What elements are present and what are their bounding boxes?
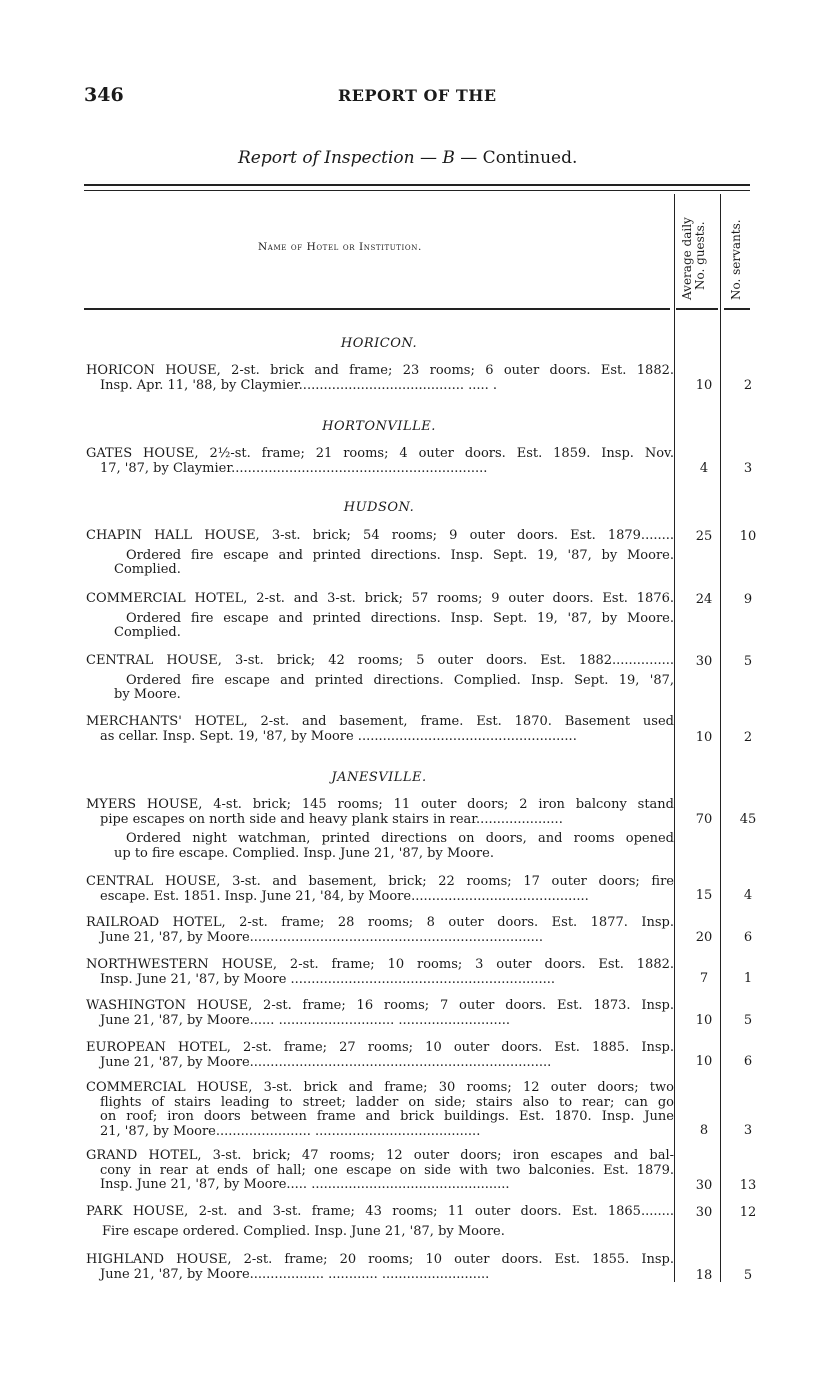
list-item <box>86 958 674 987</box>
list-item <box>86 1149 674 1193</box>
entry-line: PARK HOUSE, 2-st. and 3-st. frame; 43 rooms; 11 outer doors. Est. 1865........ <box>86 1204 674 1219</box>
list-item <box>86 999 674 1028</box>
guests-value: 10 <box>695 378 713 393</box>
top-rule-thin <box>84 190 750 191</box>
list-item <box>86 916 674 945</box>
entry-line: June 21, '87, by Moore....................................................................... <box>100 929 544 945</box>
servants-value: 13 <box>739 1178 757 1193</box>
entry-note: by Moore. <box>114 687 181 702</box>
servants-value: 5 <box>743 1013 753 1028</box>
entry-line: on roof; iron doors between frame and brick buildings. Est. 1870. Insp. June <box>100 1109 674 1124</box>
entry-line: June 21, '87, by Moore......................................................................... <box>100 1054 552 1070</box>
entry-line: HIGHLAND HOUSE, 2-st. frame; 20 rooms; 10 outer doors. Est. 1855. Insp. <box>86 1252 674 1267</box>
guests-value: 70 <box>695 812 713 827</box>
entry-line: CENTRAL HOUSE, 3-st. brick; 42 rooms; 5 outer doors. Est. 1882............... <box>86 653 674 668</box>
guests-value: 10 <box>695 1054 713 1069</box>
entry-line: flights of stairs leading to street; ladder on side; stairs also to rear; can go <box>100 1094 674 1110</box>
guests-header-line-2: No. guests. <box>693 221 707 290</box>
section-title: JANESVILLE. <box>331 770 427 785</box>
table-subtitle <box>238 148 577 168</box>
column-header-name: Name of Hotel or Institution. <box>258 241 422 253</box>
entry-note: Ordered fire escape and printed directions. Insp. Sept. 19, '87, by Moore. <box>126 547 674 563</box>
subtitle-italic: Report of Inspection — B — <box>238 148 478 168</box>
entry-line: June 21, '87, by Moore.................. ............ .......................... <box>100 1266 490 1282</box>
entry-note: Complied. <box>114 625 181 640</box>
entry-line: Insp. Apr. 11, '88, by Claymier........................................ ..... . <box>100 377 498 393</box>
guests-value: 24 <box>695 592 713 607</box>
header-bottom-rule-name <box>84 308 670 310</box>
entry-line: June 21, '87, by Moore...... ............................ ........................... <box>100 1012 510 1028</box>
guests-value: 18 <box>695 1268 713 1283</box>
servants-value: 6 <box>743 1054 753 1069</box>
column-divider-1 <box>674 194 675 1282</box>
entry-line: MYERS HOUSE, 4-st. brick; 145 rooms; 11 outer doors; 2 iron balcony stand <box>86 797 674 812</box>
entry-line: cony in rear at ends of hall; one escape on side with two balconies. Est. 1879. <box>100 1162 674 1178</box>
servants-value: 12 <box>739 1205 757 1220</box>
servants-value: 2 <box>743 730 753 745</box>
column-header-servants: No. servants. <box>729 219 743 300</box>
entry-line: Insp. June 21, '87, by Moore ................................................................ <box>100 971 556 987</box>
guests-value: 20 <box>695 930 713 945</box>
entry-note: Complied. <box>114 562 181 577</box>
entry-line: COMMERCIAL HOTEL, 2-st. and 3-st. brick; 57 rooms; 9 outer doors. Est. 1876. <box>86 591 674 606</box>
subtitle-plain: Continued. <box>477 148 578 168</box>
list-item <box>86 1041 674 1070</box>
entry-line: escape. Est. 1851. Insp. June 21, '84, by Moore........................................... <box>100 888 589 904</box>
entry-line: HORICON HOUSE, 2-st. brick and frame; 23 rooms; 6 outer doors. Est. 1882. <box>86 363 674 378</box>
servants-value: 3 <box>743 1123 753 1138</box>
list-item <box>86 875 674 904</box>
list-item <box>86 1205 674 1239</box>
entry-line: 21, '87, by Moore....................... ........................................ <box>100 1123 481 1139</box>
entry-line: as cellar. Insp. Sept. 19, '87, by Moore ..................................................... <box>100 728 577 744</box>
list-item <box>86 447 674 476</box>
header-bottom-rule-guests <box>676 308 718 310</box>
column-header-guests <box>681 190 707 300</box>
entry-line: RAILROAD HOTEL, 2-st. frame; 28 rooms; 8 outer doors. Est. 1877. Insp. <box>86 915 674 930</box>
list-item <box>86 364 674 393</box>
entry-note: up to fire escape. Complied. Insp. June 21, '87, by Moore. <box>114 845 494 861</box>
list-item <box>86 654 674 703</box>
list-item <box>86 1253 674 1282</box>
entry-line: CHAPIN HALL HOUSE, 3-st. brick; 54 rooms; 9 outer doors. Est. 1879........ <box>86 528 674 543</box>
entry-line: MERCHANTS' HOTEL, 2-st. and basement, frame. Est. 1870. Basement used <box>86 714 674 729</box>
guests-value: 30 <box>695 1178 713 1193</box>
entry-note: Fire escape ordered. Complied. Insp. June 21, '87, by Moore. <box>102 1223 505 1239</box>
entry-note: Ordered fire escape and printed directions. Complied. Insp. Sept. 19, '87, <box>126 672 674 688</box>
guests-value: 8 <box>699 1123 709 1138</box>
servants-value: 2 <box>743 378 753 393</box>
entry-note: Ordered night watchman, printed directions on doors, and rooms opened <box>126 831 674 846</box>
servants-value: 10 <box>739 529 757 544</box>
section-title: HORTONVILLE. <box>322 419 436 434</box>
list-item <box>86 529 674 578</box>
servants-value: 9 <box>743 592 753 607</box>
entry-line: Insp. June 21, '87, by Moore..... ................................................ <box>100 1177 510 1192</box>
top-rule-thick <box>84 184 750 186</box>
guests-value: 30 <box>695 654 713 669</box>
servants-value: 6 <box>743 930 753 945</box>
entry-line: GRAND HOTEL, 3-st. brick; 47 rooms; 12 outer doors; iron escapes and bal- <box>86 1148 674 1163</box>
entry-line: EUROPEAN HOTEL, 2-st. frame; 27 rooms; 10 outer doors. Est. 1885. Insp. <box>86 1040 674 1055</box>
list-item <box>86 592 674 641</box>
list-item <box>86 715 674 744</box>
entry-line: WASHINGTON HOUSE, 2-st. frame; 16 rooms; 7 outer doors. Est. 1873. Insp. <box>86 998 674 1013</box>
guests-value: 10 <box>695 1013 713 1028</box>
entry-line: pipe escapes on north side and heavy plank stairs in rear..................... <box>100 811 563 827</box>
guests-value: 15 <box>695 888 713 903</box>
guests-header-line-1: Average daily <box>680 217 694 300</box>
guests-value: 7 <box>699 971 709 986</box>
guests-value: 30 <box>695 1205 713 1220</box>
running-head: REPORT OF THE <box>338 86 497 105</box>
header-bottom-rule-servants <box>724 308 750 310</box>
guests-value: 25 <box>695 529 713 544</box>
page-number: 346 <box>84 84 124 106</box>
entry-line: COMMERCIAL HOUSE, 3-st. brick and frame; 30 rooms; 12 outer doors; two <box>86 1080 674 1095</box>
servants-value: 45 <box>739 812 757 827</box>
entry-line: GATES HOUSE, 2½-st. frame; 21 rooms; 4 outer doors. Est. 1859. Insp. Nov. <box>86 446 674 461</box>
list-item <box>86 1081 674 1139</box>
guests-value: 10 <box>695 730 713 745</box>
entry-note: Ordered fire escape and printed directions. Insp. Sept. 19, '87, by Moore. <box>126 610 674 626</box>
guests-value: 4 <box>699 461 709 476</box>
list-item <box>86 798 674 861</box>
servants-value: 4 <box>743 888 753 903</box>
servants-value: 5 <box>743 1268 753 1283</box>
servants-value: 1 <box>743 971 753 986</box>
servants-value: 3 <box>743 461 753 476</box>
servants-value: 5 <box>743 654 753 669</box>
section-title: HUDSON. <box>343 500 415 515</box>
entry-line: CENTRAL HOUSE, 3-st. and basement, brick; 22 rooms; 17 outer doors; fire <box>86 874 674 889</box>
section-title: HORICON. <box>340 336 418 351</box>
entry-line: 17, '87, by Claymier.............................................................. <box>100 460 488 476</box>
entry-line: NORTHWESTERN HOUSE, 2-st. frame; 10 rooms; 3 outer doors. Est. 1882. <box>86 957 674 972</box>
